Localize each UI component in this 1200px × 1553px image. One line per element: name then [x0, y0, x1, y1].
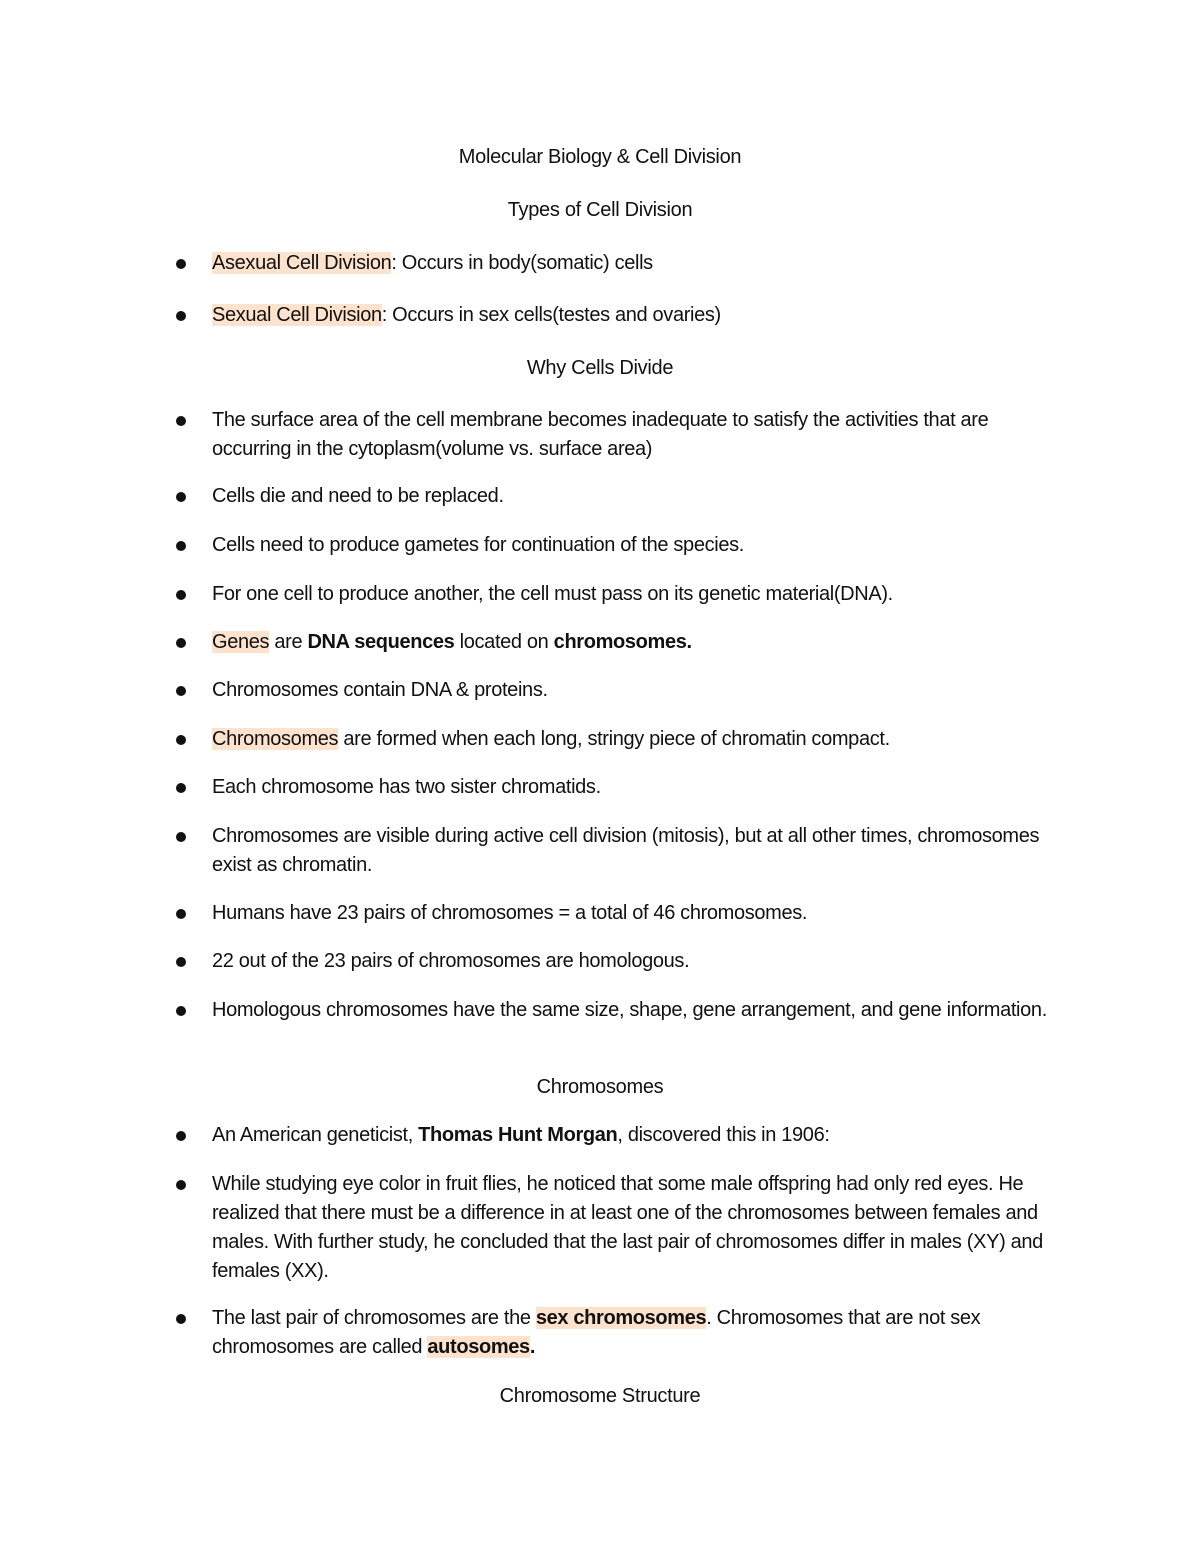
list-item: Genes are DNA sequences located on chromosomes.	[176, 628, 1056, 657]
list-item: Asexual Cell Division: Occurs in body(somatic) cells	[176, 249, 1056, 278]
list-item: Homologous chromosomes have the same size, shape, gene arrangement, and gene information.	[176, 996, 1056, 1025]
list-item: An American geneticist, Thomas Hunt Morgan, discovered this in 1906:	[176, 1121, 1056, 1150]
bullet-icon	[176, 492, 186, 502]
bullet-icon	[176, 1314, 186, 1324]
bullet-icon	[176, 311, 186, 321]
bullet-icon	[176, 416, 186, 426]
highlighted-term: Genes	[212, 631, 270, 653]
document-title: Molecular Biology & Cell Division	[458, 146, 742, 168]
heading-types-of-cell-division: Types of Cell Division	[507, 199, 693, 221]
bullet-icon	[176, 957, 186, 967]
list-item: Chromosomes are formed when each long, stringy piece of chromatin compact.	[176, 725, 1056, 754]
bullet-icon	[176, 909, 186, 919]
bullet-icon	[176, 832, 186, 842]
list-item: The last pair of chromosomes are the sex chromosomes. Chromosomes that are not sex chromosomes are called autosomes.	[176, 1304, 1056, 1362]
list-item: While studying eye color in fruit flies, he noticed that some male offspring had only red eyes. He realized that there must be a difference in at least one of the chromosomes between females and males. With further study, he concluded that the last pair of chromosomes differ in males (XY) and females (XX).	[176, 1170, 1056, 1286]
bullet-icon	[176, 783, 186, 793]
list-item: Cells need to produce gametes for continuation of the species.	[176, 531, 1056, 560]
bullet-icon	[176, 1180, 186, 1190]
bullet-icon	[176, 686, 186, 696]
heading-why-cells-divide: Why Cells Divide	[526, 357, 674, 379]
list-item: The surface area of the cell membrane becomes inadequate to satisfy the activities that are occurring in the cytoplasm(volume vs. surface area)	[176, 406, 1056, 464]
heading-chromosomes: Chromosomes	[536, 1076, 664, 1098]
highlighted-term: Chromosomes	[212, 728, 339, 750]
highlighted-term: Sexual Cell Division	[212, 304, 382, 326]
list-item: Sexual Cell Division: Occurs in sex cells(testes and ovaries)	[176, 301, 1056, 330]
list-item: 22 out of the 23 pairs of chromosomes are homologous.	[176, 947, 1056, 976]
bullet-icon	[176, 259, 186, 269]
bullet-icon	[176, 735, 186, 745]
list-item: Chromosomes contain DNA & proteins.	[176, 676, 1056, 705]
list-item: Chromosomes are visible during active cell division (mitosis), but at all other times, chromosomes exist as chromatin.	[176, 822, 1056, 880]
bullet-icon	[176, 1131, 186, 1141]
bullet-icon	[176, 590, 186, 600]
list-item: Humans have 23 pairs of chromosomes = a total of 46 chromosomes.	[176, 899, 1056, 928]
heading-chromosome-structure: Chromosome Structure	[499, 1385, 701, 1407]
bullet-icon	[176, 541, 186, 551]
highlighted-term: autosomes	[427, 1336, 530, 1358]
bullet-icon	[176, 1006, 186, 1016]
bullet-icon	[176, 638, 186, 648]
list-item: For one cell to produce another, the cell must pass on its genetic material(DNA).	[176, 580, 1056, 609]
highlighted-term: Asexual Cell Division	[212, 252, 392, 274]
list-item: Each chromosome has two sister chromatids.	[176, 773, 1056, 802]
highlighted-term: sex chromosomes	[535, 1307, 707, 1329]
list-item: Cells die and need to be replaced.	[176, 482, 1056, 511]
